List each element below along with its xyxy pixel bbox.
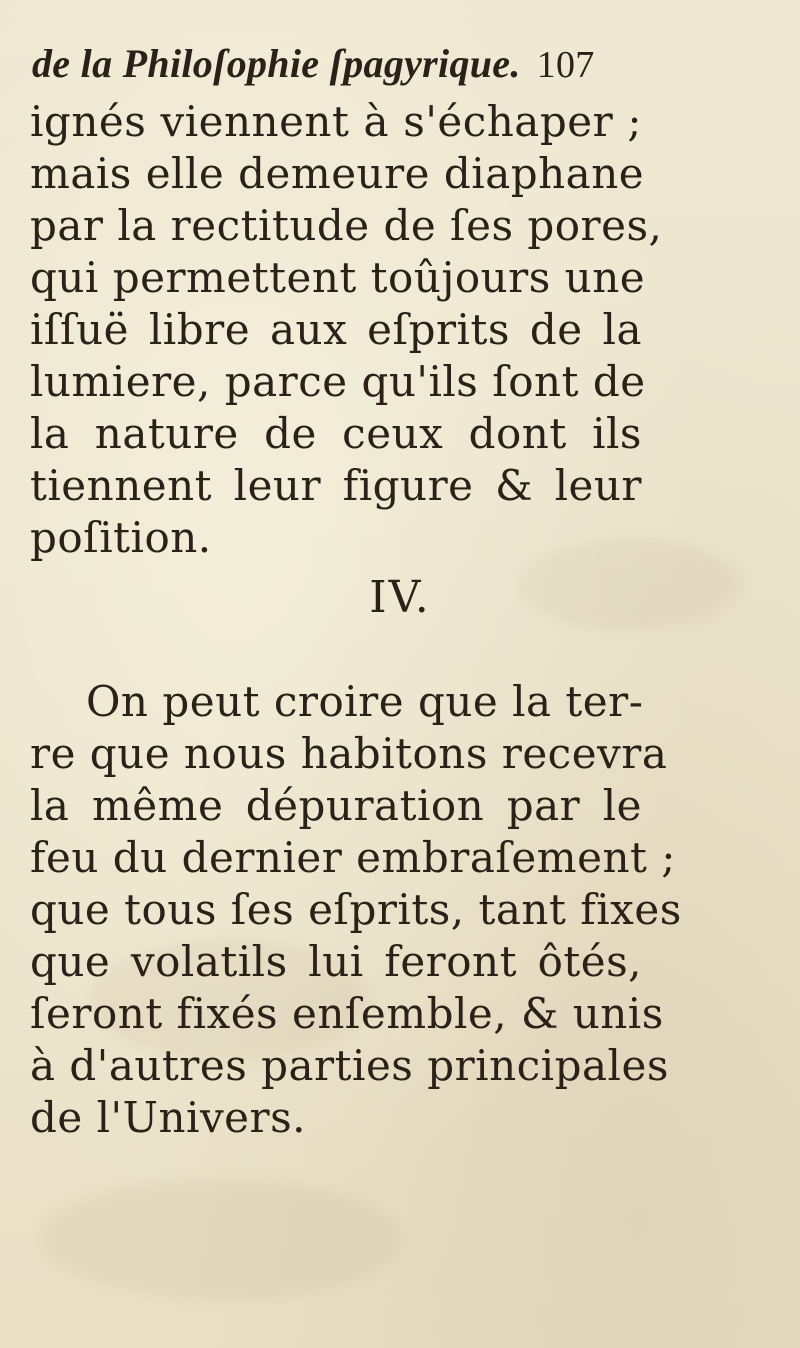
text-line: mais elle demeure diaphane <box>30 149 645 198</box>
text-line: ignés viennent à s'échaper ; <box>30 97 642 146</box>
text-line: que tous ſes eſprits, tant fixes <box>30 885 682 934</box>
text-line: que volatils lui feront ôtés, <box>30 937 642 986</box>
text-line: qui permettent toûjours une <box>30 253 646 302</box>
text-line: la nature de ceux dont ils <box>30 409 642 458</box>
text-line: re que nous habitons recevra <box>30 729 668 778</box>
text-line: feu du dernier embraſement ; <box>30 833 676 882</box>
text-line: tiennent leur figure & leur <box>30 461 642 510</box>
text-line: On peut croire que la ter- <box>86 677 644 726</box>
page-number: 107 <box>536 44 595 86</box>
running-title: de la Philoſophie ſpagyrique. <box>32 41 521 86</box>
paper-stain <box>40 1180 400 1300</box>
text-line: lumiere, parce qu'ils ſont de <box>30 357 646 406</box>
paragraph-section-iv <box>30 676 682 1144</box>
section-number: IV. <box>369 572 431 623</box>
text-line: iſſuë libre aux eſprits de la <box>30 305 642 354</box>
text-line: par la rectitude de ſes pores, <box>30 201 663 250</box>
text-line: à d'autres parties principales <box>30 1041 669 1090</box>
text-line: poſition. <box>30 513 212 562</box>
text-line: de l'Univers. <box>30 1093 307 1142</box>
running-header <box>32 41 754 96</box>
text-line: ſeront fixés enſemble, & unis <box>30 989 664 1038</box>
text-line: la même dépuration par le <box>30 781 642 830</box>
paragraph-continued <box>30 96 663 564</box>
